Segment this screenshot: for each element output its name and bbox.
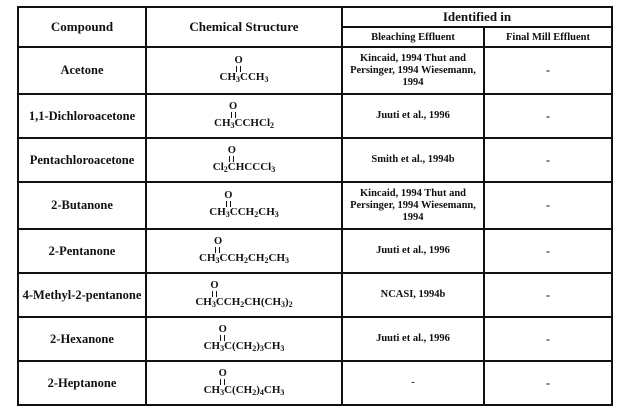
structure-formula bbox=[195, 281, 292, 309]
compound-table-container bbox=[17, 6, 611, 400]
chemical-structure bbox=[146, 229, 342, 273]
compound-name: 1,1-Dichloroacetone bbox=[18, 94, 146, 138]
condensed-formula: $CH_3CCH_2CH(CH_3)_2$ bbox=[195, 295, 293, 309]
carbonyl-oxygen: O bbox=[224, 190, 233, 201]
compound-table bbox=[17, 6, 613, 406]
condensed-formula: $Cl_2CHCCCl_3$ bbox=[212, 160, 276, 174]
bleaching-effluent-source: Kincaid, 1994 Thut and Persinger, 1994 Wiesemann, 1994 bbox=[342, 47, 484, 94]
condensed-formula: $CH_3C(CH_2)_3CH_3$ bbox=[203, 339, 285, 353]
final-mill-effluent-source: - bbox=[484, 182, 612, 229]
double-bond bbox=[226, 201, 231, 207]
table-row bbox=[18, 229, 612, 273]
chemical-structure bbox=[146, 47, 342, 94]
structure-formula bbox=[204, 325, 285, 353]
structure-formula bbox=[213, 146, 275, 174]
chemical-structure bbox=[146, 138, 342, 182]
table-body bbox=[18, 47, 612, 405]
chemical-structure bbox=[146, 94, 342, 138]
table-row bbox=[18, 317, 612, 361]
chemical-structure bbox=[146, 273, 342, 317]
double-bond bbox=[229, 156, 234, 162]
final-mill-effluent-source: - bbox=[484, 94, 612, 138]
carbonyl-oxygen: O bbox=[218, 323, 227, 335]
compound-name: 2-Butanone bbox=[18, 182, 146, 229]
compound-name: 2-Heptanone bbox=[18, 361, 146, 405]
double-bond bbox=[231, 112, 236, 118]
bleaching-effluent-source: Juuti et al., 1996 bbox=[342, 317, 484, 361]
table-row bbox=[18, 361, 612, 405]
compound-name: Pentachloroacetone bbox=[18, 138, 146, 182]
compound-name: 2-Pentanone bbox=[18, 229, 146, 273]
chemical-structure bbox=[146, 317, 342, 361]
structure-formula bbox=[209, 191, 279, 219]
bleaching-effluent-source: Smith et al., 1994b bbox=[342, 138, 484, 182]
carbonyl-oxygen: O bbox=[218, 367, 227, 379]
double-bond bbox=[220, 335, 225, 341]
compound-name: 4-Methyl-2-pentanone bbox=[18, 273, 146, 317]
final-mill-effluent-source: - bbox=[484, 138, 612, 182]
double-bond bbox=[236, 66, 241, 72]
bleaching-effluent-source: Juuti et al., 1996 bbox=[342, 229, 484, 273]
header-identified-in: Identified in bbox=[342, 7, 612, 27]
final-mill-effluent-source: - bbox=[484, 273, 612, 317]
carbonyl-oxygen: O bbox=[227, 144, 236, 156]
condensed-formula: $CH_3CCH_3$ bbox=[219, 71, 269, 84]
bleaching-effluent-source: Kincaid, 1994 Thut and Persinger, 1994 Wiesemann, 1994 bbox=[342, 182, 484, 229]
chemical-structure bbox=[146, 182, 342, 229]
carbonyl-oxygen: O bbox=[213, 235, 223, 247]
structure-formula bbox=[214, 102, 274, 130]
carbonyl-oxygen: O bbox=[210, 279, 219, 291]
compound-name: 2-Hexanone bbox=[18, 317, 146, 361]
header-compound: Compound bbox=[18, 7, 146, 47]
condensed-formula: $CH_3CCHCl_2$ bbox=[214, 116, 274, 130]
double-bond bbox=[220, 379, 225, 385]
bleaching-effluent-source: - bbox=[342, 361, 484, 405]
structure-formula bbox=[199, 237, 289, 265]
condensed-formula: $CH_3CCH_2CH_2CH_3$ bbox=[198, 251, 289, 265]
final-mill-effluent-source: - bbox=[484, 317, 612, 361]
table-row bbox=[18, 273, 612, 317]
bleaching-effluent-source: Juuti et al., 1996 bbox=[342, 94, 484, 138]
table-row bbox=[18, 138, 612, 182]
condensed-formula: $CH_3CCH_2CH_3$ bbox=[209, 206, 279, 219]
header-chemical-structure: Chemical Structure bbox=[146, 7, 342, 47]
final-mill-effluent-source: - bbox=[484, 361, 612, 405]
header-final-mill-effluent: Final Mill Effluent bbox=[484, 27, 612, 47]
compound-name: Acetone bbox=[18, 47, 146, 94]
chemical-structure bbox=[146, 361, 342, 405]
double-bond bbox=[212, 291, 217, 297]
table-row bbox=[18, 182, 612, 229]
header-bleaching-effluent: Bleaching Effluent bbox=[342, 27, 484, 47]
structure-formula bbox=[220, 56, 269, 84]
carbonyl-oxygen: O bbox=[234, 55, 243, 66]
double-bond bbox=[215, 247, 220, 253]
table-row bbox=[18, 94, 612, 138]
table-row bbox=[18, 47, 612, 94]
final-mill-effluent-source: - bbox=[484, 47, 612, 94]
bleaching-effluent-source: NCASI, 1994b bbox=[342, 273, 484, 317]
final-mill-effluent-source: - bbox=[484, 229, 612, 273]
structure-formula bbox=[204, 369, 285, 397]
carbonyl-oxygen: O bbox=[229, 100, 238, 112]
condensed-formula: $CH_3C(CH_2)_4CH_3$ bbox=[203, 383, 285, 397]
